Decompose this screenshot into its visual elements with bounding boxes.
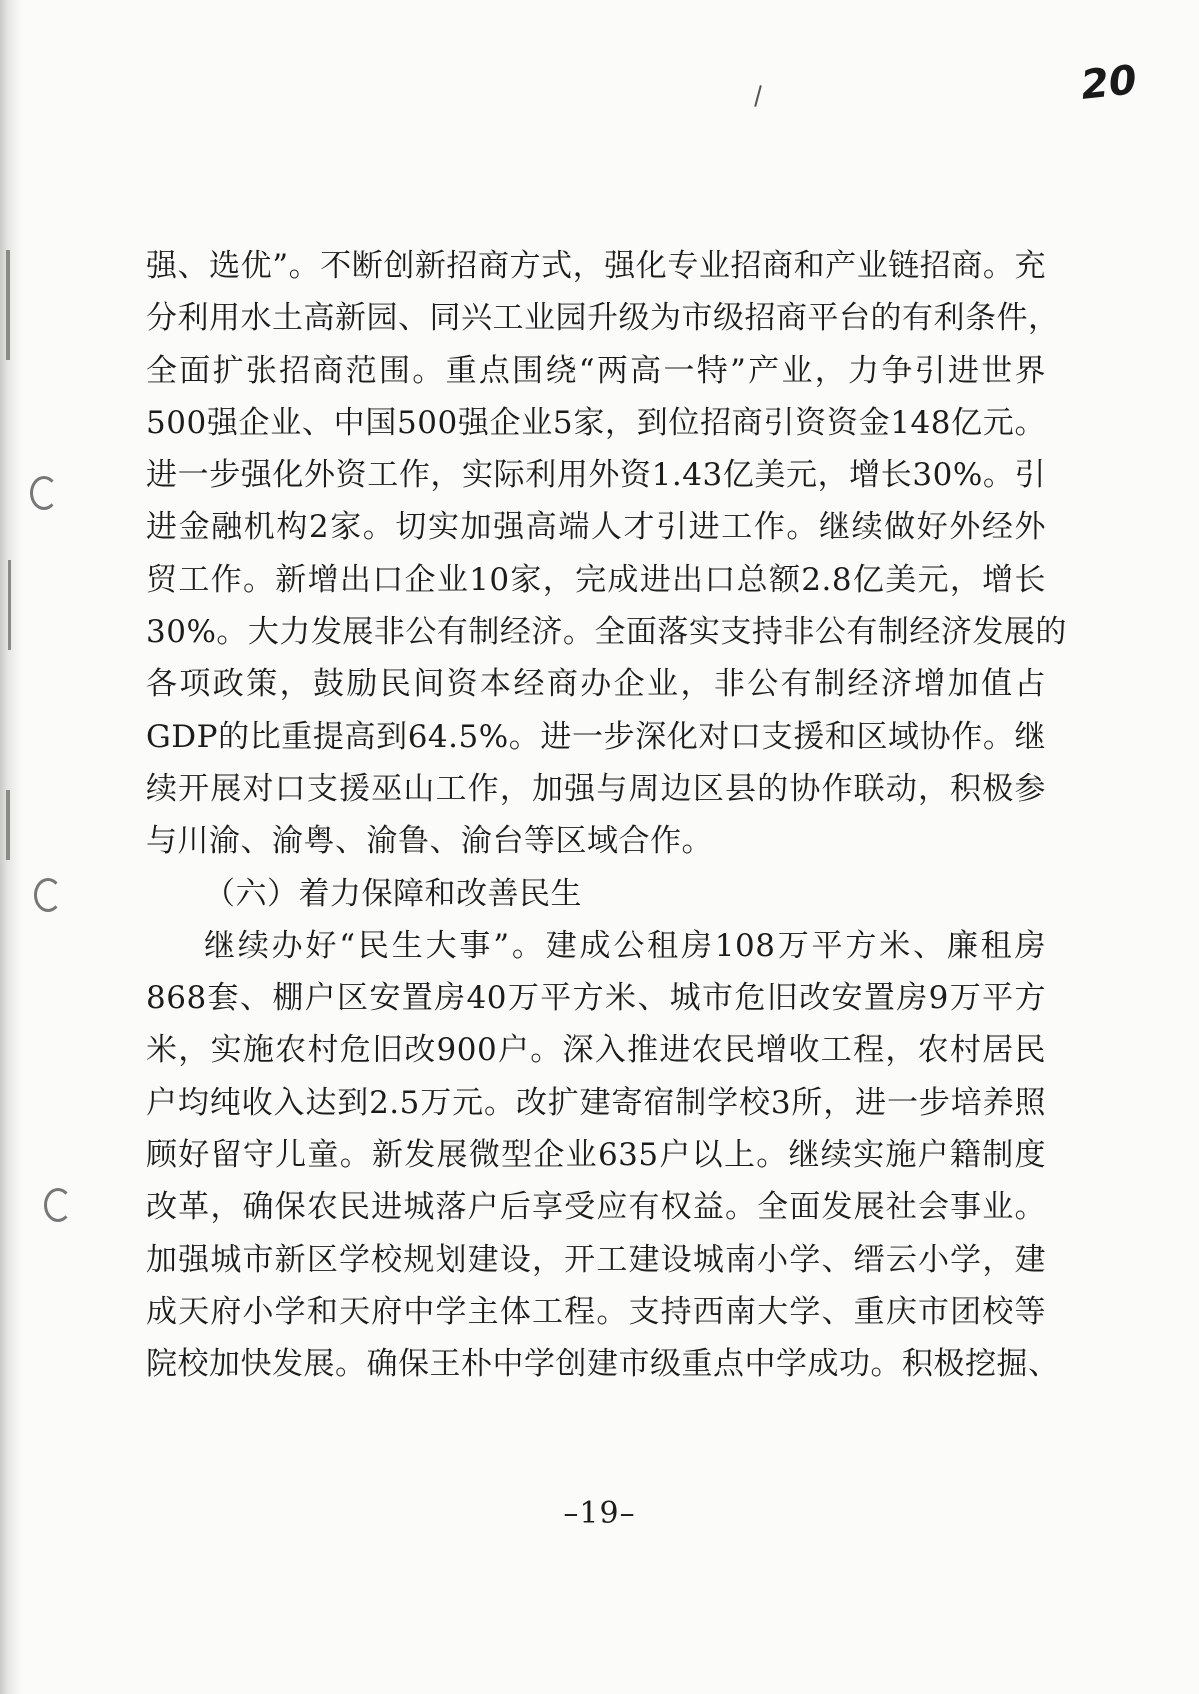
text-line: 米，实施农村危旧改900户。深入推进农民增收工程，农村居民 [146, 1032, 1046, 1069]
text-line: 贸工作。新增出口企业10家，完成进出口总额2.8亿美元，增长 [146, 561, 1046, 598]
text-line: 500强企业、中国500强企业5家，到位招商引资资金148亿元。 [146, 404, 1046, 441]
text-line: 续开展对口支援巫山工作，加强与周边区县的协作联动，积极参 [146, 770, 1046, 807]
text-line: 户均纯收入达到2.5万元。改扩建寄宿制学校3所，进一步培养照 [146, 1084, 1046, 1121]
text-line: 全面扩张招商范围。重点围绕“两高一特”产业，力争引进世界 [146, 352, 1046, 389]
paragraph [146, 240, 1067, 868]
paragraph [146, 920, 1060, 1391]
text-line: 顾好留守儿童。新发展微型企业635户以上。继续实施户籍制度 [146, 1137, 1046, 1174]
text-line: 强、选优”。不断创新招商方式，强化专业招商和产业链招商。充 [146, 248, 1046, 284]
body-text [146, 240, 1067, 1391]
text-line: 改革，确保农民进城落户后享受应有权益。全面发展社会事业。 [146, 1189, 1046, 1226]
scan-edge-mark [6, 790, 10, 860]
text-line: 各项政策，鼓励民间资本经商办企业，非公有制经济增加值占 [146, 666, 1046, 703]
text-line: 与川渝、渝粤、渝鲁、渝台等区域合作。 [146, 823, 713, 860]
text-line: 30%。大力发展非公有制经济。全面落实支持非公有制经济发展的 [146, 614, 1067, 651]
page-number: –19– [563, 1496, 636, 1531]
text-line: 成天府小学和天府中学主体工程。支持西南大学、重庆市团校等 [146, 1293, 1046, 1330]
text-line: 加强城市新区学校规划建设，开工建设城南小学、缙云小学，建 [146, 1241, 1046, 1278]
text-line: 继续办好“民生大事”。建成公租房108万平方米、廉租房 [204, 927, 1046, 964]
text-line: 868套、棚户区安置房40万平方米、城市危旧改安置房9万平方 [146, 980, 1046, 1017]
text-line: 进金融机构2家。切实加强高端人才引进工作。继续做好外经外 [146, 509, 1046, 546]
scan-binding-edge [0, 0, 22, 1694]
section-heading: （六）着力保障和改善民生 [204, 875, 582, 912]
binding-hole-mark [30, 476, 58, 510]
binding-hole-mark [34, 878, 62, 912]
pen-stroke-mark [754, 85, 762, 107]
binding-hole-mark [44, 1188, 72, 1222]
text-line: 进一步强化外资工作，实际利用外资1.43亿美元，增长30%。引 [146, 457, 1046, 494]
text-line: 分利用水土高新园、同兴工业园升级为市级招商平台的有利条件， [146, 300, 1060, 337]
text-line: GDP的比重提高到64.5%。进一步深化对口支援和区域协作。继 [146, 718, 1046, 755]
handwritten-page-mark: 20 [1079, 57, 1140, 109]
scan-edge-mark [6, 250, 10, 360]
scan-edge-mark [8, 560, 11, 650]
text-line: 院校加快发展。确保王朴中学创建市级重点中学成功。积极挖掘、 [146, 1346, 1060, 1383]
